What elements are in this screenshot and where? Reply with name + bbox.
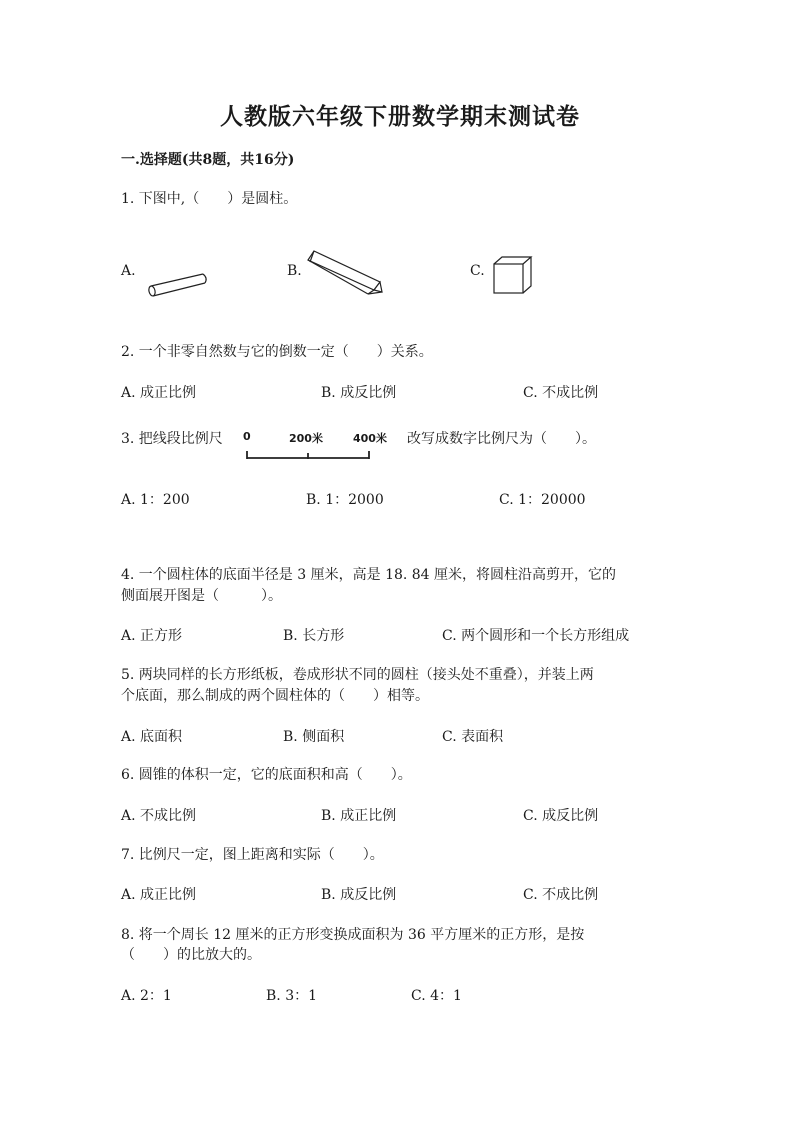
q8-option-a: A. 2：1 [121,988,172,1004]
q5-option-b: B. 侧面积 [283,729,345,745]
q1-option-c: C. [470,263,485,279]
line-scale-bar [246,448,370,462]
q4-option-b: B. 长方形 [283,628,345,644]
cube-icon [492,255,534,295]
q5-option-a: A. 底面积 [121,729,183,745]
question-3-end: 改写成数字比例尺为（ ）。 [407,431,596,447]
question-4-line-2: 侧面展开图是（ ）。 [121,588,282,604]
scale-label-200: 200米 [289,432,323,445]
q6-option-b: B. 成正比例 [321,808,397,824]
q3-option-c: C. 1：20000 [499,492,586,508]
q2-option-c: C. 不成比例 [523,385,599,401]
scale-label-400: 400米 [353,432,387,445]
question-5-line-1: 5. 两块同样的长方形纸板，卷成形状不同的圆柱（接头处不重叠），并装上两 [121,667,594,683]
q7-option-c: C. 不成比例 [523,887,599,903]
scale-label-0: 0 [243,430,251,443]
q2-option-a: A. 成正比例 [121,385,197,401]
q7-option-a: A. 成正比例 [121,887,197,903]
q6-option-c: C. 成反比例 [523,808,599,824]
section-heading: 一.选择题(共8题，共16分) [121,152,295,168]
question-6: 6. 圆锥的体积一定，它的底面积和高（ ）。 [121,767,412,783]
question-7: 7. 比例尺一定，图上距离和实际（ ）。 [121,847,384,863]
page-title: 人教版六年级下册数学期末测试卷 [220,103,580,130]
q5-option-c: C. 表面积 [442,729,504,745]
question-5-line-2: 个底面，那么制成的两个圆柱体的（ ）相等。 [121,688,429,704]
question-2: 2. 一个非零自然数与它的倒数一定（ ）关系。 [121,344,433,360]
q8-option-c: C. 4：1 [411,988,462,1004]
question-4-line-1: 4. 一个圆柱体的底面半径是 3 厘米，高是 18. 84 厘米，将圆柱沿高剪开，它的 [121,567,617,583]
triangular-prism-icon [304,248,384,298]
q7-option-b: B. 成反比例 [321,887,397,903]
q2-option-b: B. 成反比例 [321,385,397,401]
question-8-line-1: 8. 将一个周长 12 厘米的正方形变换成面积为 36 平方厘米的正方形，是按 [121,927,585,943]
q1-option-b: B. [287,263,302,279]
cylinder-icon [145,270,209,300]
q8-option-b: B. 3：1 [266,988,318,1004]
q4-option-a: A. 正方形 [121,628,183,644]
q3-option-a: A. 1：200 [121,492,190,508]
question-8-line-2: （ ）的比放大的。 [121,947,261,963]
q3-option-b: B. 1：2000 [306,492,384,508]
q1-option-a: A. [121,263,136,279]
q4-option-c: C. 两个圆形和一个长方形组成 [442,628,630,644]
q6-option-a: A. 不成比例 [121,808,197,824]
question-1: 1. 下图中,（ ）是圆柱。 [121,191,298,207]
question-3-start: 3. 把线段比例尺 [121,431,223,447]
